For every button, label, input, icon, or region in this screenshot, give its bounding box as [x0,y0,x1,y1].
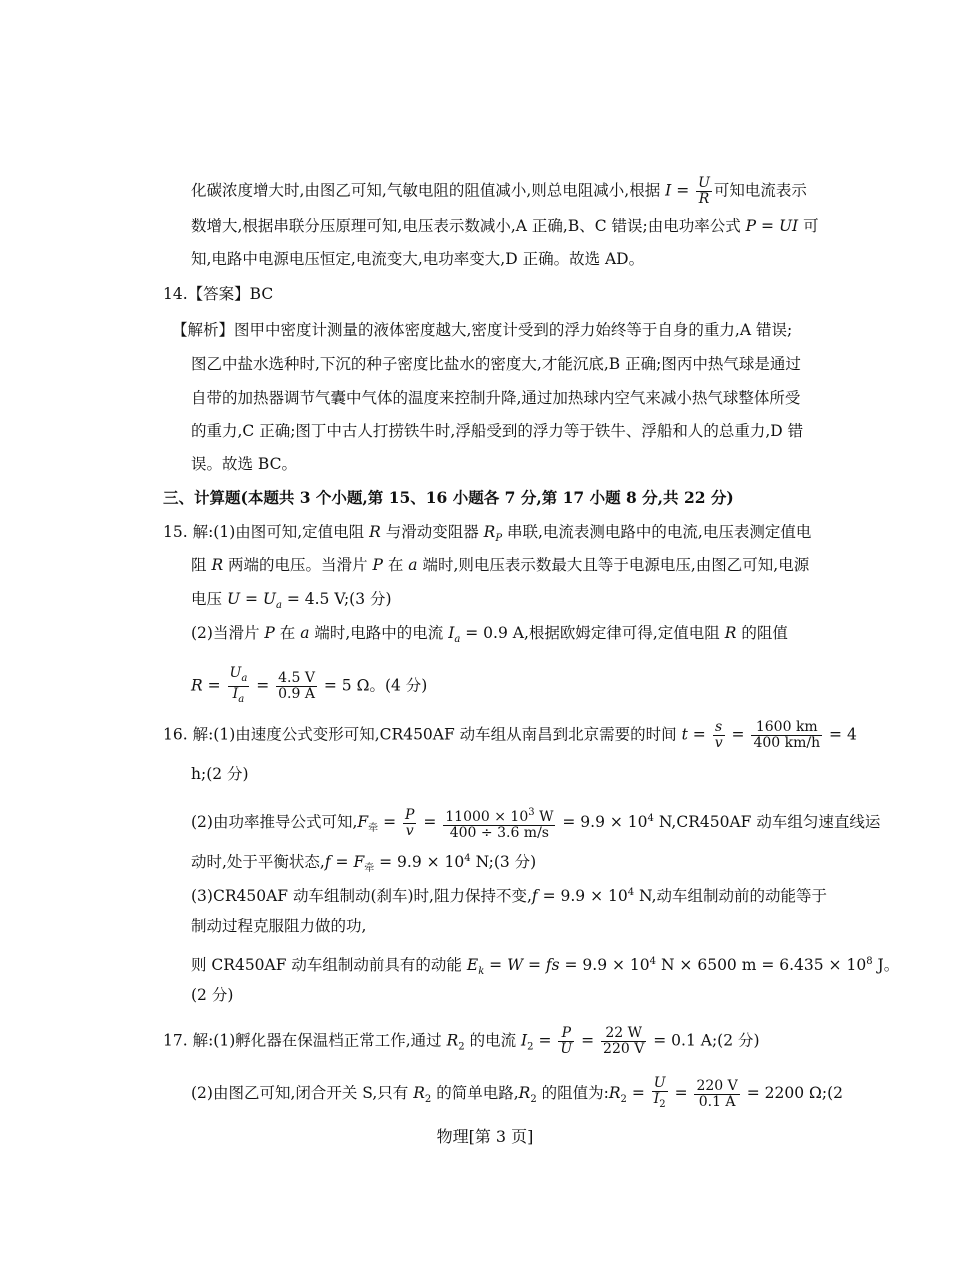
q16-line-2: h;(2 分) [191,765,249,783]
subscript: 牵 [364,863,375,874]
denominator: 220 V [603,1041,645,1057]
var-E: E [466,956,479,974]
denominator: 0.9 A [278,686,315,702]
numerator-text: 11000 × 10 [445,809,529,825]
fraction-values [276,671,317,702]
text: 可知电流表示 [713,181,807,200]
var-R: R [518,1084,531,1102]
q14-line-1: 【解析】图甲中密度计测量的液体密度越大,密度计受到的浮力始终等于自身的重力,A 错误; [172,321,793,339]
fraction-values [694,1079,739,1110]
text: = 2200 Ω;(2 [741,1084,843,1102]
text: = 9.9 × 10 [557,813,648,831]
numerator: P [405,806,415,823]
text: 与滑动变阻器 [380,523,484,541]
subscript: 牵 [368,823,379,834]
text: 阻 [191,556,212,574]
text: 的电流 [464,1031,522,1050]
q14-line-2: 图乙中盐水选种时,下沉的种子密度比盐水的密度大,才能沉底,B 正确;图丙中热气球是通过 [191,355,801,373]
text: 15. 解:(1)由图可知,定值电阻 [163,523,370,541]
text: = [687,725,711,744]
denominator: I [653,1091,660,1107]
q16-line-6: 制动过程克服阻力做的功, [191,917,367,935]
subscript: a [454,634,461,645]
formula: P = UI [745,217,799,235]
superscript: 4 [647,813,654,824]
text: 在 [274,624,301,642]
text: = [533,1031,557,1050]
text: = 4 [824,725,857,744]
text: = [484,956,508,974]
subscript: a [238,694,245,705]
text: 16. 解:(1)由速度公式变形可知,CR450AF 动车组从南昌到北京需要的时间 [163,725,682,744]
q13-line-1 [191,176,807,207]
var-f: f [324,853,331,871]
subscript: 2 [527,1041,534,1053]
fraction-U-over-I2 [652,1076,668,1112]
denominator: 400 km/h [753,735,821,751]
var-a: a [408,556,418,574]
q15-line-1 [163,522,811,549]
var-I: I [448,624,455,642]
var-R: R [608,1084,621,1102]
q14-line-3: 自带的加热器调节气囊中气体的温度来控制升降,通过加热球内空气来减小热气球整体所受 [191,389,801,407]
q17-line-2 [191,1076,843,1112]
numerator: U [229,665,242,681]
fraction-values [601,1026,646,1057]
page-footer: 物理[第 3 页] [436,1127,534,1146]
fraction-P-over-v [403,808,416,839]
text: 电压 [191,590,227,608]
text: 两端的电压。当滑片 [223,556,373,574]
var-R: R [369,523,381,541]
text: = [202,676,226,695]
text: = [418,813,442,831]
denominator: v [714,735,723,751]
var-t: t [681,725,688,744]
var-W: W [507,956,524,974]
text: = 0.9 A,根据欧姆定律可得,定值电阻 [460,624,725,642]
fraction-values [751,720,822,751]
text: 的阻值 [736,624,788,642]
text: (2)当滑片 [191,624,265,642]
numerator: U [698,175,710,191]
subscript: 2 [458,1041,465,1053]
var-f: f [531,887,538,905]
text: 端时,则电压表示数最大且等于电源电压,由图乙可知,电源 [417,556,810,574]
denominator: v [405,822,414,839]
var-F: F [357,813,369,831]
numerator: 4.5 V [278,670,315,686]
text: = 9.9 × 10 [374,853,465,871]
var-I: I [521,1031,528,1050]
q15-line-5 [191,666,427,707]
subscript: 2 [530,1094,537,1105]
text: 的简单电路, [431,1084,519,1102]
text: 在 [382,556,409,574]
var-R: R [211,556,224,574]
superscript: 4 [627,887,635,898]
text: 则 CR450AF 动车组制动前具有的动能 [191,956,467,974]
text: = [576,1031,600,1050]
text: = [626,1084,650,1102]
text: = [669,1084,693,1102]
q17-line-1 [163,1026,760,1058]
q13-line-2 [191,216,819,236]
q14-line-5: 误。故选 BC。 [191,455,297,473]
q15-line-4 [191,623,788,650]
superscript: 3 [528,807,535,818]
text: = [671,181,695,200]
subscript: a [241,673,248,684]
text: = [378,813,401,831]
fraction-P-over-U [558,1026,574,1057]
q16-line-5 [191,883,827,906]
subscript: 2 [424,1094,432,1105]
var-P: P [372,556,383,574]
denominator: 400 ÷ 3.6 m/s [449,825,549,841]
var-U: U [262,590,276,608]
denominator: U [560,1041,573,1057]
var-a: a [300,624,310,642]
text: 串联,电流表测电路中的电流,电压表测定值电 [502,523,812,541]
q16-line-7 [191,952,899,982]
numerator: U [653,1075,666,1091]
text: 动时,处于平衡状态, [191,853,325,871]
numerator: P [561,1025,571,1041]
q15-line-2 [191,555,809,575]
subscript: a [275,600,282,611]
text: 数增大,根据串联分压原理可知,电压表示数减小,A 正确,B、C 错误;由电功率公式 [191,217,746,235]
text: = [251,676,275,695]
numerator: s [715,719,723,735]
text: 17. 解:(1)孵化器在保温档正常工作,通过 [163,1031,447,1050]
text: 的阻值为: [536,1084,609,1102]
text: = 9.9 × 10 [559,956,650,974]
var-R: R [724,624,737,642]
subscript: 2 [659,1099,666,1110]
text: (2)由图乙可知,闭合开关 S,只有 [191,1084,414,1102]
q15-line-3 [191,589,392,616]
fraction-values [443,805,555,841]
var-fs: fs [545,956,560,974]
text: 端时,电路中的电流 [309,624,449,642]
var-R: R [191,676,203,695]
var-U: U [226,590,241,608]
q16-line-8: (2 分) [191,986,234,1004]
text: N;(3 分) [470,853,537,871]
text: (2)由功率推导公式可知, [191,813,358,831]
text: = [523,956,546,974]
var-R: R [483,523,496,541]
numerator-unit: W [534,809,554,825]
text: = 0.1 A;(2 分) [648,1031,760,1050]
text: = [726,725,750,744]
superscript: 4 [649,956,657,967]
superscript: 4 [464,853,471,864]
q16-line-3 [191,805,880,841]
text: 化碳浓度增大时,由图乙可知,气敏电阻的阻值减小,则总电阻减小,根据 [191,181,666,200]
text: 可 [798,217,819,235]
q16-line-4 [191,849,536,879]
q14-answer: 14.【答案】BC [163,285,274,303]
q16-line-1 [163,720,857,751]
text: J。 [872,956,900,974]
superscript: 8 [866,956,873,967]
denominator: I [232,686,239,702]
fraction-U-over-R [696,176,712,207]
subscript: P [495,533,503,544]
var-P: P [264,624,275,642]
text: = [330,853,354,871]
text: N × 6500 m = 6.435 × 10 [656,956,867,974]
var-F: F [353,853,365,871]
text: N,CR450AF 动车组匀速直线运 [653,813,881,831]
q14-line-4: 的重力,C 正确;图丁中古人打捞铁牛时,浮船受到的浮力等于铁牛、浮船和人的总重力,D 错 [191,422,804,440]
var-R: R [446,1031,459,1050]
denominator: 0.1 A [698,1093,736,1110]
var-R: R [413,1084,425,1102]
section-heading: 三、计算题(本题共 3 个小题,第 15、16 小题各 7 分,第 17 小题 8 分,共 22 分) [163,488,734,507]
subscript: k [478,966,485,977]
var-I: I [665,181,672,200]
text: = 5 Ω。(4 分) [318,676,428,695]
numerator: 220 V [696,1077,738,1094]
denominator: R [698,191,710,207]
subscript: 2 [620,1094,627,1105]
fraction-s-over-v [713,720,725,751]
numerator: 1600 km [751,720,822,736]
q13-line-3: 知,电路中电源电压恒定,电流变大,电功率变大,D 正确。故选 AD。 [191,250,645,268]
numerator: 22 W [601,1026,646,1042]
text: (3)CR450AF 动车组制动(刹车)时,阻力保持不变, [191,887,532,905]
fraction-Ua-over-Ia [228,666,250,707]
text: = 9.9 × 10 [537,887,628,905]
text: = [240,590,263,608]
text: = 4.5 V;(3 分) [281,590,392,608]
text: N,动车组制动前的动能等于 [634,887,828,905]
